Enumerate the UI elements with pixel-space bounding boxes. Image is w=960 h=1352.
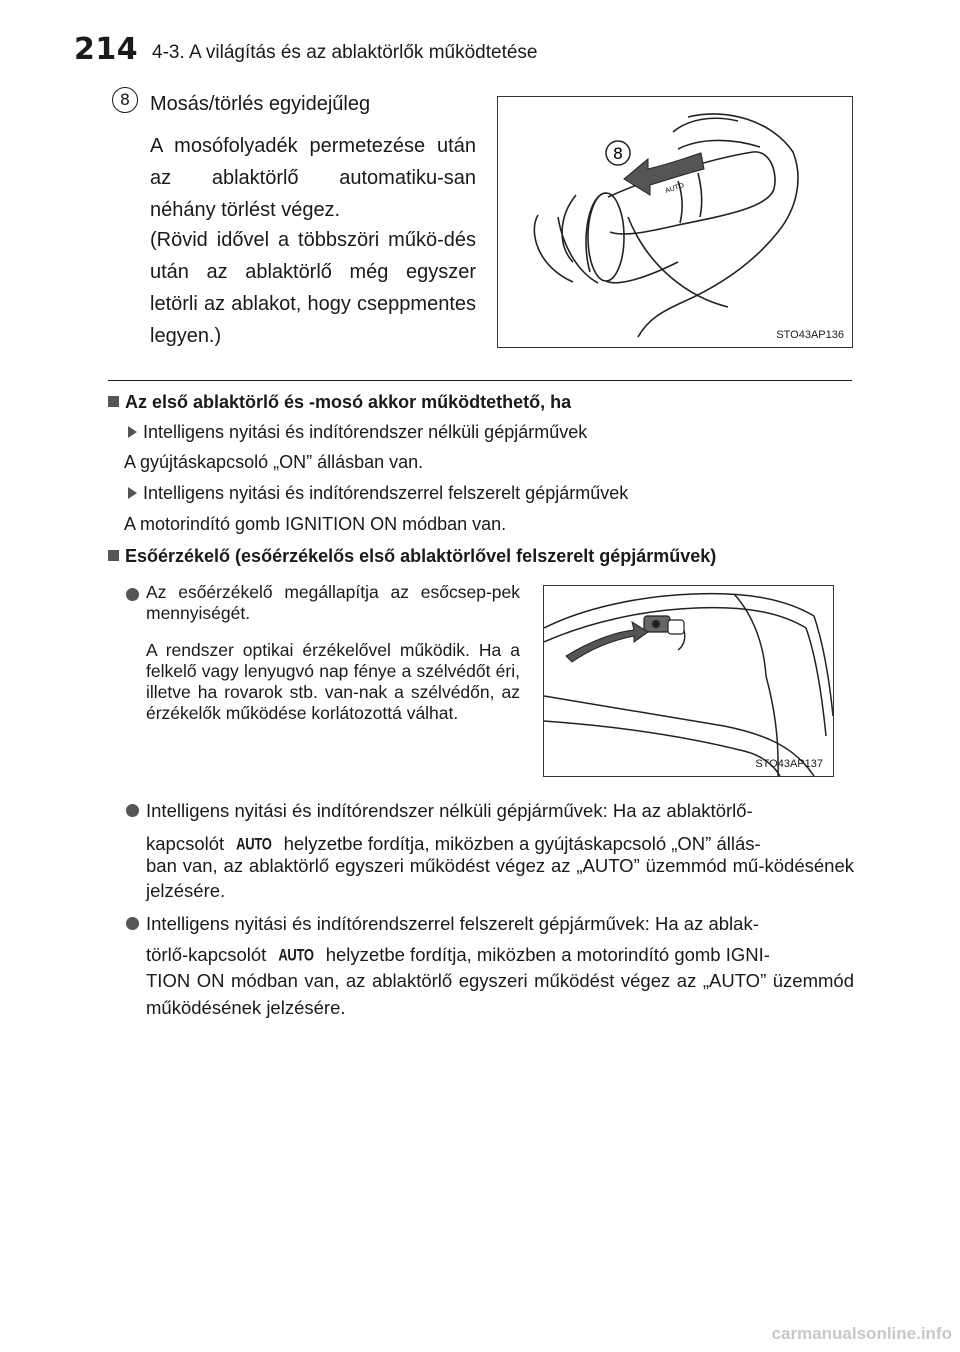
rain-bullet-3-line-2 [146, 940, 854, 969]
rain-bullet-3-line-2-a: törlő-kapcsolót [146, 944, 267, 965]
triangle-bullet-icon [128, 487, 137, 499]
item-8-title: Mosás/törlés egyidejűleg [150, 93, 371, 115]
item-8-note: (Rövid idővel a többszöri műkö-dés után az ablaktörlő még egyszer letörli az ablakot, hogy cseppmentes legyen.) [150, 229, 476, 347]
case-1-label [128, 422, 587, 443]
item-8-marker: 8 [112, 87, 138, 113]
rain-bullet-3-line-2-b: helyzetbe fordítja, miközben a motorindító gomb IGNI- [325, 944, 770, 965]
rain-bullet-2-line-2-a: kapcsolót [146, 833, 225, 854]
wiper-lever-illustration [498, 97, 852, 347]
case-2-text: A motorindító gomb IGNITION ON módban van. [124, 514, 507, 534]
rain-sensor-illustration [544, 586, 833, 776]
rain-bullet-2-line-1: Intelligens nyitási és indítórendszer nélküli gépjárművek: Ha az ablaktörlő- [146, 800, 753, 821]
round-bullet-icon [126, 804, 139, 817]
case-1-label-text: Intelligens nyitási és indítórendszer nélküli gépjárművek [143, 422, 588, 442]
figure-1-callout: 8 [612, 144, 624, 163]
section-divider [108, 380, 852, 381]
square-bullet-icon [108, 396, 119, 407]
rain-bullet-2-rest: ban van, az ablaktörlő egyszeri működést végez az „AUTO” üzemmód mű-ködésének jelzésére. [146, 855, 854, 901]
rain-sensor-heading [108, 546, 716, 567]
rain-bullet-1-para: A rendszer optikai érzékelővel működik. Ha a felkelő vagy lenyugvó nap fénye a szélvédőt éri, illetve ha rovarok stb. van-nak a szélvédőn, az érzékelők működése korlátozottá válhat. [146, 640, 520, 723]
triangle-bullet-icon [128, 426, 137, 438]
rain-sensor-figure [543, 585, 834, 777]
figure-2-code: STO43AP137 [755, 758, 823, 770]
round-bullet-icon [126, 917, 139, 930]
section-title: 4-3. A világítás és az ablaktörlők működtetése [152, 42, 538, 63]
watermark: carmanualsonline.info [771, 1324, 952, 1343]
rain-bullet-2-line-2-b: helyzetbe fordítja, miközben a gyújtáskapcsoló „ON” állás- [283, 833, 761, 854]
case-2-label [128, 483, 628, 504]
rain-bullet-3-line-1: Intelligens nyitási és indítórendszerrel felszerelt gépjárművek: Ha az ablak- [146, 913, 759, 934]
auto-position-icon: AUTO [236, 833, 272, 854]
figure-1-code: STO43AP136 [776, 329, 844, 341]
wiper-operable-heading-text: Az első ablaktörlő és -mosó akkor működtethető, ha [125, 392, 572, 412]
wiper-operable-heading [108, 392, 571, 413]
auto-position-icon: AUTO [278, 944, 314, 965]
rain-bullet-3-rest: TION ON módban van, az ablaktörlő egyszeri működést végez az „AUTO” üzemmód működésének jelzésére. [146, 970, 854, 1018]
square-bullet-icon [108, 550, 119, 561]
rain-sensor-heading-text: Esőérzékelő (esőérzékelős első ablaktörlővel felszerelt gépjárművek) [125, 546, 717, 566]
round-bullet-icon [126, 588, 139, 601]
lever-auto-label: AUTO [664, 182, 686, 195]
case-1-text: A gyújtáskapcsoló „ON” állásban van. [124, 452, 424, 472]
rain-bullet-1: Az esőérzékelő megállapítja az esőcsep-pek mennyiségét. [146, 582, 520, 623]
page-number: 214 [74, 32, 139, 67]
wiper-lever-figure [497, 96, 853, 348]
case-2-label-text: Intelligens nyitási és indítórendszerrel felszerelt gépjárművek [143, 483, 629, 503]
item-8-description: A mosófolyadék permetezése után az ablaktörlő automatiku-san néhány törlést végez. [150, 135, 476, 221]
